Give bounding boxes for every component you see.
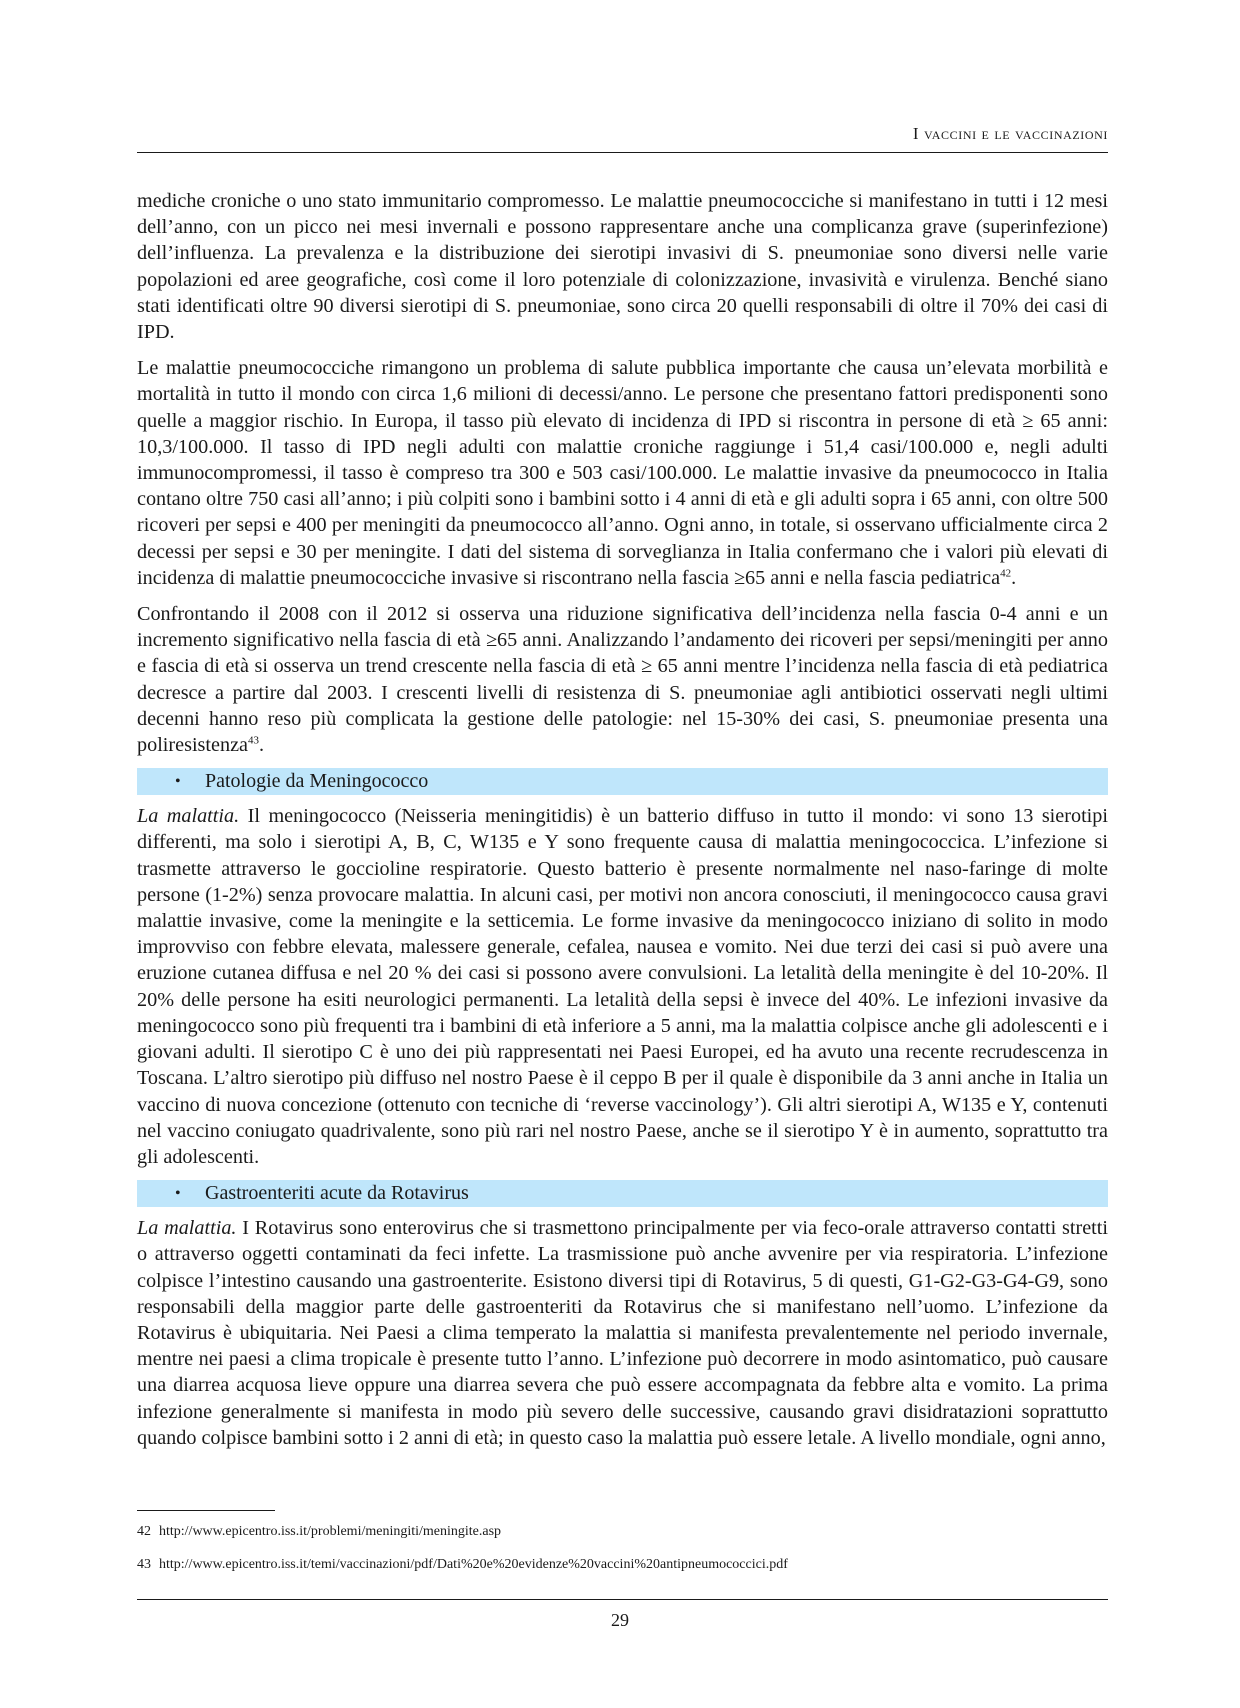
paragraph-meningococco	[137, 803, 1108, 1170]
footnotes	[137, 1521, 1108, 1587]
footnote-link[interactable]: http://www.epicentro.iss.it/problemi/meningiti/meningite.asp	[159, 1524, 502, 1539]
page-number: 29	[611, 1610, 629, 1630]
section-title: Gastroenteriti acute da Rotavirus	[205, 1182, 469, 1205]
paragraph-pneumococco-2: Le malattie pneumococciche rimangono un problema di salute pubblica importante che causa un’elevata morbilità e mortalità in tutto il mondo con circa 1,6 milioni di decessi/anno. Le persone che presentano fattori predisponenti sono quelle a maggior rischio. In Europa, il tasso più elevato di incidenza di IPD si riscontra in persone di età ≥ 65 anni: 10,3/100.000. Il tasso di IPD negli adulti con malattie croniche raggiunge i 51,4 casi/100.000 e, negli adulti immunocompromessi, il tasso è compreso tra 300 e 503 casi/100.000. Le malattie invasive da pneumococco in Italia contano oltre 750 casi all’anno; i più colpiti sono i bambini sotto i 4 anni di età e gli adulti sopra i 65 anni, con oltre 500 ricoveri per sepsi e 400 per meningiti da pneumococco all’anno. Ogni anno, in totale, si osservano ufficialmente circa 2 decessi per sepsi e 30 per meningite. I dati del sistema di sorveglianza in Italia confermano che i valori più elevati di incidenza di malattie pneumococciche invasive si riscontrano nella fascia ≥65 anni e nella fascia pediatrica$^{42}$.	[137, 357, 1108, 589]
lead-in: La malattia.	[137, 1217, 237, 1240]
footer-rule	[137, 1599, 1108, 1600]
section-header-rotavirus	[137, 1180, 1108, 1207]
footnote-number: 42	[137, 1524, 151, 1539]
paragraph-pneumococco-1: mediche croniche o uno stato immunitario compromesso. Le malattie pneumococciche si manifestano in tutti i 12 mesi dell’anno, con un picco nei mesi invernali e possono rappresentare anche una complicanza grave (superinfezione) dell’influenza. La prevalenza e la distribuzione dei sierotipi invasivi di S. pneumoniae sono diversi nelle varie popolazioni ed aree geografiche, così come il loro potenziale di colonizzazione, invasività e virulenza. Benché siano stati identificati oltre 90 diversi sierotipi di S. pneumoniae, sono circa 20 quelli responsabili di oltre il 70% dei casi di IPD.	[137, 190, 1108, 344]
paragraph-rotavirus	[137, 1215, 1108, 1451]
reference-42: 42	[1000, 567, 1012, 580]
section-title: Patologie da Meningococco	[205, 770, 429, 793]
reference-43: 43	[248, 734, 259, 747]
section-header-meningococco	[137, 768, 1108, 795]
footnote-number: 43	[137, 1557, 151, 1572]
bullet-icon: •	[175, 1185, 181, 1203]
paragraph-text: Il meningococco (Neisseria meningitidis) è un batterio diffuso in tutto il mondo: vi sono 13 sierotipi differenti, ma solo i sierotipi A, B, C, W135 e Y sono frequente causa di malattia meningococcica. L’infezione si trasmette attraverso le goccioline respiratorie. Questo batterio è presente normalmente nel naso-faringe di molte persone (1-2%) senza provocare malattia. In alcuni casi, per motivi non ancora conosciuti, il meningococco causa gravi malattie invasive, come la meningite e la setticemia. Le forme invasive da meningococco iniziano di solito in modo improvviso con febbre elevata, malessere generale, cefalea, nausea e vomito. Nei due terzi dei casi si può avere una eruzione cutanea diffusa e nel 20 % dei casi si possono avere convulsioni. La letalità della meningite è del 10-20%. Il 20% delle persone ha esiti neurologici permanenti. La letalità della sepsi è invece del 40%. Le infezioni invasive da meningococco sono più frequenti tra i bambini di età inferiore a 5 anni, ma la malattia colpisce anche gli adolescenti e i giovani adulti. Il sierotipo C è uno dei più rappresentati nei Paesi Europei, ed ha avuto una recente recrudescenza in Toscana. L’altro sierotipo più diffuso nel nostro Paese è il ceppo B per il quale è disponibile da 3 anni anche in Italia un vaccino di nuova concezione (ottenuto con tecniche di ‘reverse vaccinology’). Gli altri sierotipi A, W135 e Y, contenuti nel vaccino coniugato quadrivalente, sono più rari nel nostro Paese, anche se il sierotipo Y è in aumento, soprattutto tra gli adolescenti.	[137, 805, 1108, 1168]
paragraph-text: Confrontando il 2008 con il 2012 si osserva una riduzione significativa dell’incidenza nella fascia 0-4 anni e un incremento significativo nella fascia di età ≥65 anni. Analizzando l’andamento dei ricoveri per sepsi/meningiti per anno e fascia di età si osserva un trend crescente nella fascia di età ≥ 65 anni mentre l’incidenza nella fascia di età pediatrica decresce a partire dal 2003. I crescenti livelli di resistenza di S. pneumoniae agli antibiotici osservati negli ultimi decenni hanno reso più complicata la gestione delle patologie: nel 15-30% dei casi, S. pneumoniae presenta una poliresistenza	[137, 603, 1108, 757]
bullet-icon: •	[175, 773, 181, 791]
footnote-item	[137, 1521, 1108, 1542]
running-header: I vaccini e le vaccinazioni	[912, 124, 1108, 143]
footnote-item	[137, 1554, 1108, 1575]
paragraph-text: I Rotavirus sono enterovirus che si trasmettono principalmente per via feco-orale attraverso contatti stretti o attraverso oggetti contaminati da feci infette. La trasmissione può anche avvenire per via respiratoria. L’infezione colpisce l’intestino causando una gastroenterite. Esistono diversi tipi di Rotavirus, 5 di questi, G1-G2-G3-G4-G9, sono responsabili della maggior parte delle gastroenteriti da Rotavirus che si manifestano nell’uomo. L’infezione da Rotavirus è ubiquitaria. Nei Paesi a clima temperato la malattia si manifesta prevalentemente nel periodo invernale, mentre nei paesi a clima tropicale è presente tutto l’anno. L’infezione può decorrere in modo asintomatico, può causare una diarrea acquosa lieve oppure una diarrea severa che può essere accompagnata da febbre alta e vomito. La prima infezione generalmente si manifesta in modo più severo delle successive, causando gravi disidratazioni soprattutto quando colpisce bambini sotto i 2 anni di età; in questo caso la malattia può essere letale. A livello mondiale, ogni anno,	[137, 1217, 1108, 1449]
paragraph-pneumococco-3: Confrontando il 2008 con il 2012 si osserva una riduzione significativa dell’incidenza nella fascia 0-4 anni e un incremento significativo nella fascia di età ≥65 anni. Analizzando l’andamento dei ricoveri per sepsi/meningiti per anno e fascia di età si osserva un trend crescente nella fascia di età ≥ 65 anni mentre l’incidenza nella fascia di età pediatrica decresce a partire dal 2003. I crescenti livelli di resistenza di S. pneumoniae agli antibiotici osservati negli ultimi decenni hanno reso più complicata la gestione delle patologie: nel 15-30% dei casi, S. pneumoniae presenta una poliresistenza$^{43}$.	[137, 603, 1108, 757]
header-rule	[137, 152, 1108, 153]
page-body	[137, 188, 1108, 1461]
footnote-link[interactable]: http://www.epicentro.iss.it/temi/vaccinazioni/pdf/Dati%20e%20evidenze%20vaccini%20antipneumococcici.pdf	[159, 1557, 788, 1572]
lead-in: La malattia.	[137, 805, 240, 828]
footnote-rule	[137, 1510, 275, 1511]
paragraph-text: Le malattie pneumococciche rimangono un problema di salute pubblica importante che causa un’elevata morbilità e mortalità in tutto il mondo con circa 1,6 milioni di decessi/anno. Le persone che presentano fattori predisponenti sono quelle a maggior rischio. In Europa, il tasso più elevato di incidenza di IPD si riscontra in persone di età ≥ 65 anni: 10,3/100.000. Il tasso di IPD negli adulti con malattie croniche raggiunge i 51,4 casi/100.000 e, negli adulti immunocompromessi, il tasso è compreso tra 300 e 503 casi/100.000. Le malattie invasive da pneumococco in Italia contano oltre 750 casi all’anno; i più colpiti sono i bambini sotto i 4 anni di età e gli adulti sopra i 65 anni, con oltre 500 ricoveri per sepsi e 400 per meningiti da pneumococco all’anno. Ogni anno, in totale, si osservano ufficialmente circa 2 decessi per sepsi e 30 per meningite. I dati del sistema di sorveglianza in Italia confermano che i valori più elevati di incidenza di malattie pneumococciche invasive si riscontrano nella fascia ≥65 anni e nella fascia pediatrica	[137, 357, 1108, 589]
